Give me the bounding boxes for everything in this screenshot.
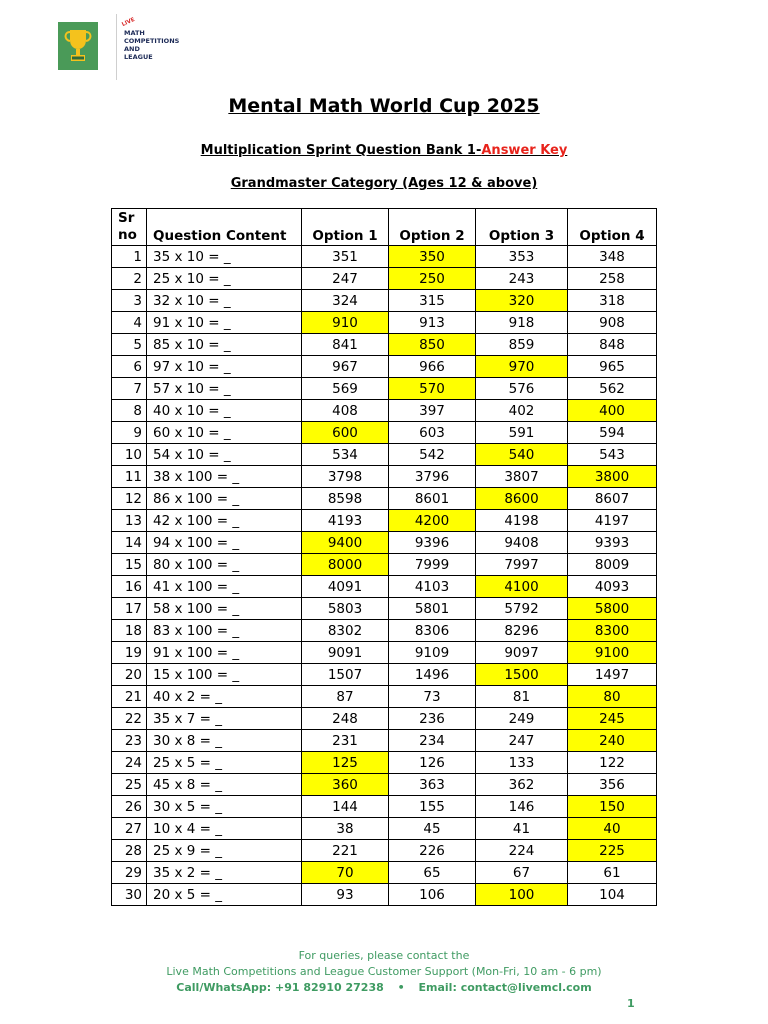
cell-option-2: 5801 — [389, 598, 476, 620]
cell-option-1: 144 — [302, 796, 389, 818]
cell-question: 25 x 10 = _ — [147, 268, 302, 290]
cell-option-3: 249 — [476, 708, 568, 730]
cell-sr-no: 23 — [112, 730, 147, 752]
cell-option-3: 402 — [476, 400, 568, 422]
cell-correct-answer: 250 — [389, 268, 476, 290]
cell-option-1: 93 — [302, 884, 389, 906]
cell-correct-answer: 9400 — [302, 532, 389, 554]
cell-option-4: 318 — [568, 290, 657, 312]
cell-question: 54 x 10 = _ — [147, 444, 302, 466]
cell-correct-answer: 1500 — [476, 664, 568, 686]
cell-sr-no: 4 — [112, 312, 147, 334]
email-link[interactable]: contact@livemcl.com — [460, 981, 592, 994]
cell-question: 32 x 10 = _ — [147, 290, 302, 312]
cell-option-2: 315 — [389, 290, 476, 312]
cell-option-2: 236 — [389, 708, 476, 730]
cell-option-2: 913 — [389, 312, 476, 334]
logo-line: MATH — [124, 29, 145, 37]
cell-correct-answer: 225 — [568, 840, 657, 862]
cell-question: 60 x 10 = _ — [147, 422, 302, 444]
cell-option-2: 1496 — [389, 664, 476, 686]
cell-option-2: 234 — [389, 730, 476, 752]
answer-key-table — [111, 208, 657, 906]
cell-correct-answer: 570 — [389, 378, 476, 400]
table-row — [112, 444, 657, 466]
cell-option-2: 73 — [389, 686, 476, 708]
cell-sr-no: 16 — [112, 576, 147, 598]
cell-option-4: 348 — [568, 246, 657, 268]
logo-line: LEAGUE — [124, 53, 153, 61]
cell-question: 45 x 8 = _ — [147, 774, 302, 796]
table-row — [112, 796, 657, 818]
cell-sr-no: 8 — [112, 400, 147, 422]
cell-correct-answer: 70 — [302, 862, 389, 884]
cell-option-1: 408 — [302, 400, 389, 422]
cell-option-4: 61 — [568, 862, 657, 884]
cell-option-2: 8601 — [389, 488, 476, 510]
table-row — [112, 664, 657, 686]
footer-support-hours: Live Math Competitions and League Customer Support (Mon-Fri, 10 am - 6 pm) — [166, 965, 602, 978]
table-row — [112, 642, 657, 664]
cell-option-1: 967 — [302, 356, 389, 378]
cell-option-4: 258 — [568, 268, 657, 290]
table-row — [112, 620, 657, 642]
cell-option-2: 3796 — [389, 466, 476, 488]
cell-correct-answer: 125 — [302, 752, 389, 774]
cell-option-3: 9097 — [476, 642, 568, 664]
cell-sr-no: 7 — [112, 378, 147, 400]
cell-option-4: 908 — [568, 312, 657, 334]
cell-option-3: 362 — [476, 774, 568, 796]
cell-option-1: 221 — [302, 840, 389, 862]
cell-option-4: 9393 — [568, 532, 657, 554]
cell-correct-answer: 850 — [389, 334, 476, 356]
cell-option-1: 569 — [302, 378, 389, 400]
cell-option-2: 8306 — [389, 620, 476, 642]
cell-sr-no: 26 — [112, 796, 147, 818]
cell-question: 25 x 9 = _ — [147, 840, 302, 862]
cell-option-3: 9408 — [476, 532, 568, 554]
cell-question: 10 x 4 = _ — [147, 818, 302, 840]
cell-sr-no: 5 — [112, 334, 147, 356]
cell-question: 30 x 5 = _ — [147, 796, 302, 818]
cell-correct-answer: 8600 — [476, 488, 568, 510]
cell-question: 38 x 100 = _ — [147, 466, 302, 488]
cell-sr-no: 17 — [112, 598, 147, 620]
cell-correct-answer: 970 — [476, 356, 568, 378]
trophy-icon — [58, 22, 98, 70]
cell-option-3: 3807 — [476, 466, 568, 488]
cell-question: 42 x 100 = _ — [147, 510, 302, 532]
table-header-row — [112, 209, 657, 246]
table-row — [112, 422, 657, 444]
cell-option-4: 8607 — [568, 488, 657, 510]
cell-sr-no: 12 — [112, 488, 147, 510]
cell-option-2: 9109 — [389, 642, 476, 664]
logo-live-text: LIVE — [121, 16, 136, 29]
cell-sr-no: 29 — [112, 862, 147, 884]
cell-correct-answer: 240 — [568, 730, 657, 752]
table-row — [112, 356, 657, 378]
subtitle-text: Multiplication Sprint Question Bank 1- — [200, 143, 482, 158]
cell-option-1: 841 — [302, 334, 389, 356]
table-row — [112, 598, 657, 620]
cell-correct-answer: 3800 — [568, 466, 657, 488]
cell-sr-no: 11 — [112, 466, 147, 488]
cell-question: 83 x 100 = _ — [147, 620, 302, 642]
cell-correct-answer: 400 — [568, 400, 657, 422]
logo-line: AND — [124, 45, 140, 53]
cell-correct-answer: 150 — [568, 796, 657, 818]
table-row — [112, 334, 657, 356]
cell-correct-answer: 350 — [389, 246, 476, 268]
call-label: Call/WhatsApp: — [176, 981, 272, 994]
cell-question: 35 x 2 = _ — [147, 862, 302, 884]
cell-option-4: 104 — [568, 884, 657, 906]
cell-option-2: 7999 — [389, 554, 476, 576]
cell-option-2: 106 — [389, 884, 476, 906]
cell-option-1: 9091 — [302, 642, 389, 664]
table-row — [112, 378, 657, 400]
header-option-2: Option 2 — [389, 209, 476, 246]
cell-option-3: 146 — [476, 796, 568, 818]
cell-sr-no: 21 — [112, 686, 147, 708]
table-row — [112, 554, 657, 576]
cell-sr-no: 27 — [112, 818, 147, 840]
cell-option-1: 87 — [302, 686, 389, 708]
cell-option-4: 8009 — [568, 554, 657, 576]
cell-sr-no: 30 — [112, 884, 147, 906]
cell-correct-answer: 360 — [302, 774, 389, 796]
cell-option-1: 4091 — [302, 576, 389, 598]
phone-number[interactable]: +91 82910 27238 — [275, 981, 384, 994]
cell-option-3: 243 — [476, 268, 568, 290]
cell-option-3: 5792 — [476, 598, 568, 620]
header-option-4: Option 4 — [568, 209, 657, 246]
header-question: Question Content — [147, 209, 302, 246]
cell-option-4: 4093 — [568, 576, 657, 598]
cell-correct-answer: 5800 — [568, 598, 657, 620]
page-number: 1 — [627, 997, 635, 1010]
cell-sr-no: 6 — [112, 356, 147, 378]
table-row — [112, 400, 657, 422]
cell-option-3: 859 — [476, 334, 568, 356]
table-row — [112, 488, 657, 510]
cell-question: 30 x 8 = _ — [147, 730, 302, 752]
cell-option-2: 226 — [389, 840, 476, 862]
trophy-logo — [58, 22, 98, 70]
cell-option-2: 65 — [389, 862, 476, 884]
cell-option-1: 247 — [302, 268, 389, 290]
cell-option-4: 562 — [568, 378, 657, 400]
cell-sr-no: 18 — [112, 620, 147, 642]
table-row — [112, 686, 657, 708]
logo-line: COMPETITIONS — [124, 37, 180, 45]
cell-question: 91 x 100 = _ — [147, 642, 302, 664]
table-row — [112, 246, 657, 268]
cell-question: 91 x 10 = _ — [147, 312, 302, 334]
cell-correct-answer: 40 — [568, 818, 657, 840]
cell-question: 40 x 10 = _ — [147, 400, 302, 422]
cell-option-1: 8598 — [302, 488, 389, 510]
cell-option-3: 81 — [476, 686, 568, 708]
cell-option-4: 4197 — [568, 510, 657, 532]
brand-logo-text — [121, 16, 180, 61]
table-row — [112, 708, 657, 730]
cell-question: 57 x 10 = _ — [147, 378, 302, 400]
table-row — [112, 290, 657, 312]
cell-option-1: 248 — [302, 708, 389, 730]
cell-option-4: 965 — [568, 356, 657, 378]
cell-option-2: 9396 — [389, 532, 476, 554]
table-row — [112, 818, 657, 840]
cell-question: 94 x 100 = _ — [147, 532, 302, 554]
cell-option-3: 353 — [476, 246, 568, 268]
cell-option-2: 966 — [389, 356, 476, 378]
cell-correct-answer: 9100 — [568, 642, 657, 664]
cell-correct-answer: 4200 — [389, 510, 476, 532]
cell-option-3: 67 — [476, 862, 568, 884]
cell-correct-answer: 540 — [476, 444, 568, 466]
cell-correct-answer: 80 — [568, 686, 657, 708]
cell-option-1: 5803 — [302, 598, 389, 620]
cell-option-4: 848 — [568, 334, 657, 356]
cell-correct-answer: 100 — [476, 884, 568, 906]
cell-question: 80 x 100 = _ — [147, 554, 302, 576]
cell-option-3: 4198 — [476, 510, 568, 532]
table-row — [112, 268, 657, 290]
cell-question: 86 x 100 = _ — [147, 488, 302, 510]
cell-option-1: 534 — [302, 444, 389, 466]
cell-option-1: 351 — [302, 246, 389, 268]
page-subtitle — [0, 143, 768, 158]
cell-sr-no: 24 — [112, 752, 147, 774]
cell-option-1: 3798 — [302, 466, 389, 488]
cell-sr-no: 22 — [112, 708, 147, 730]
cell-option-1: 1507 — [302, 664, 389, 686]
cell-sr-no: 9 — [112, 422, 147, 444]
table-row — [112, 752, 657, 774]
cell-correct-answer: 4100 — [476, 576, 568, 598]
cell-sr-no: 15 — [112, 554, 147, 576]
cell-option-4: 1497 — [568, 664, 657, 686]
table-row — [112, 730, 657, 752]
cell-option-4: 594 — [568, 422, 657, 444]
cell-option-1: 8302 — [302, 620, 389, 642]
cell-option-4: 356 — [568, 774, 657, 796]
cell-correct-answer: 910 — [302, 312, 389, 334]
cell-correct-answer: 8300 — [568, 620, 657, 642]
cell-question: 97 x 10 = _ — [147, 356, 302, 378]
cell-correct-answer: 245 — [568, 708, 657, 730]
cell-option-1: 38 — [302, 818, 389, 840]
table-row — [112, 840, 657, 862]
table-row — [112, 532, 657, 554]
cell-question: 85 x 10 = _ — [147, 334, 302, 356]
cell-option-3: 591 — [476, 422, 568, 444]
table-row — [112, 862, 657, 884]
table-row — [112, 576, 657, 598]
table-row — [112, 510, 657, 532]
answer-key-label: Answer Key — [481, 143, 568, 158]
cell-sr-no: 28 — [112, 840, 147, 862]
cell-option-3: 133 — [476, 752, 568, 774]
category-heading: Grandmaster Category (Ages 12 & above) — [230, 176, 538, 191]
cell-option-3: 247 — [476, 730, 568, 752]
cell-sr-no: 25 — [112, 774, 147, 796]
header-option-1: Option 1 — [302, 209, 389, 246]
email-label: Email: — [418, 981, 457, 994]
cell-sr-no: 14 — [112, 532, 147, 554]
cell-question: 20 x 5 = _ — [147, 884, 302, 906]
cell-correct-answer: 600 — [302, 422, 389, 444]
cell-option-2: 542 — [389, 444, 476, 466]
cell-option-1: 4193 — [302, 510, 389, 532]
page-title: Mental Math World Cup 2025 — [228, 95, 540, 117]
footer-contact-intro: For queries, please contact the — [298, 949, 470, 962]
cell-option-2: 155 — [389, 796, 476, 818]
cell-option-2: 603 — [389, 422, 476, 444]
cell-option-3: 576 — [476, 378, 568, 400]
footer-contact-line — [0, 981, 768, 994]
cell-option-3: 41 — [476, 818, 568, 840]
cell-option-2: 363 — [389, 774, 476, 796]
cell-question: 35 x 7 = _ — [147, 708, 302, 730]
cell-sr-no: 3 — [112, 290, 147, 312]
cell-option-2: 397 — [389, 400, 476, 422]
cell-option-3: 7997 — [476, 554, 568, 576]
cell-option-2: 4103 — [389, 576, 476, 598]
cell-correct-answer: 8000 — [302, 554, 389, 576]
cell-question: 40 x 2 = _ — [147, 686, 302, 708]
cell-option-3: 8296 — [476, 620, 568, 642]
footer-separator: • — [397, 981, 405, 994]
header-sr-no: Sr no — [112, 209, 147, 246]
cell-option-3: 918 — [476, 312, 568, 334]
cell-question: 41 x 100 = _ — [147, 576, 302, 598]
cell-sr-no: 10 — [112, 444, 147, 466]
cell-sr-no: 19 — [112, 642, 147, 664]
cell-option-1: 324 — [302, 290, 389, 312]
cell-question: 58 x 100 = _ — [147, 598, 302, 620]
table-row — [112, 774, 657, 796]
table-body — [112, 246, 657, 906]
cell-correct-answer: 320 — [476, 290, 568, 312]
cell-sr-no: 2 — [112, 268, 147, 290]
table-row — [112, 312, 657, 334]
cell-option-2: 45 — [389, 818, 476, 840]
cell-sr-no: 13 — [112, 510, 147, 532]
logo-divider — [116, 14, 117, 80]
cell-question: 25 x 5 = _ — [147, 752, 302, 774]
header-option-3: Option 3 — [476, 209, 568, 246]
cell-sr-no: 20 — [112, 664, 147, 686]
cell-option-2: 126 — [389, 752, 476, 774]
table-row — [112, 884, 657, 906]
cell-option-4: 543 — [568, 444, 657, 466]
cell-question: 15 x 100 = _ — [147, 664, 302, 686]
table-row — [112, 466, 657, 488]
cell-sr-no: 1 — [112, 246, 147, 268]
cell-option-4: 122 — [568, 752, 657, 774]
cell-option-3: 224 — [476, 840, 568, 862]
cell-option-1: 231 — [302, 730, 389, 752]
cell-question: 35 x 10 = _ — [147, 246, 302, 268]
